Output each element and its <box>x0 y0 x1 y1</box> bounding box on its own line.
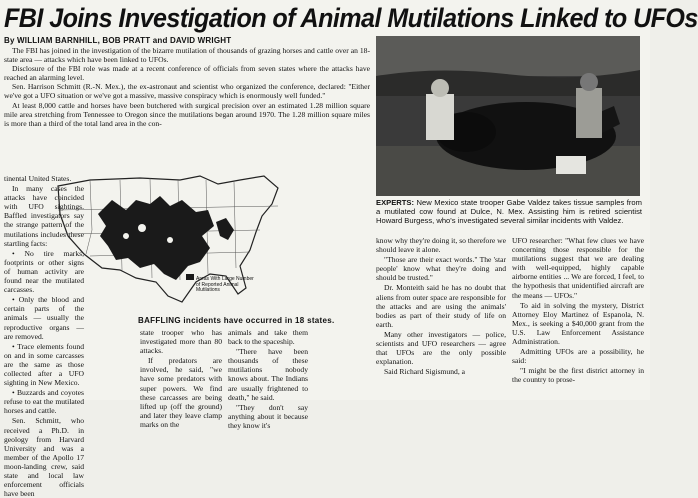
photo-caption-text: New Mexico state trooper Gabe Valdez takes tissue samples from a mutilated cow found at Dulce, N. Mex. Assisting him is retired scientist Howard Burgess, who's investigated several similar incidents with Valdez. <box>376 198 642 226</box>
column-paragraph: "I might be the first district attorney in the country to prose- <box>512 366 644 385</box>
column-3 <box>228 328 308 430</box>
mutilation-area-shading-east <box>216 218 234 240</box>
column-paragraph: know why they're doing it, so therefore we should leave it alone. <box>376 236 507 255</box>
column-paragraph: animals and take them back to the spaceship. <box>228 328 308 347</box>
column-2 <box>140 328 222 429</box>
column-paragraph: Sen. Schmitt, who received a Ph.D. in geology from Harvard University and was a member of the Apollo 17 moon-landing crew, said state and local law enforcement officials have been <box>4 416 84 498</box>
column-paragraph: • Only the blood and certain parts of the animals — usually the reproductive organs — are removed. <box>4 295 84 341</box>
photo-caption-lead: EXPERTS: <box>376 198 414 207</box>
lead-paragraph: The FBI has joined in the investigation of the bizarre mutilation of thousands of grazing horses and cattle over an 18-state area — attacks which have been linked to UFOs. <box>4 46 370 65</box>
column-paragraph: state trooper who has investigated more than 80 attacks. <box>140 328 222 356</box>
byline: By WILLIAM BARNHILL, BOB PRATT and DAVID WRIGHT <box>4 36 232 45</box>
column-paragraph: • Buzzards and coyotes refuse to eat the mutilated horses and cattle. <box>4 388 84 416</box>
lead-paragraph: Sen. Harrison Schmitt (R.-N. Mex.), the ex-astronaut and scientist who organized the conference, declared: "Either we've got a UFO situation or we've got a massive, massive conspiracy which is enormously well funded." <box>4 82 370 101</box>
column-paragraph: "There have been thousands of these mutilations nobody knows about. The Indians are usually frightened to death," he said. <box>228 347 308 402</box>
column-paragraph: UFO researcher: "What few clues we have concerning those responsible for the mutilations suggest that we are dealing with well-equipped, highly capable airborne entities ... We are forced, I feel, to the hypothesis that unidentified aircraft are the means — UFOs." <box>512 236 644 300</box>
lead-paragraph: At least 8,000 cattle and horses have been butchered with surgical precision over an estimated 1.28 million square mile area stretching from Tennessee to Oregon since the mutilations began around 1970. The 1.28 million square miles is more than a third of the total land area in the con- <box>4 100 370 128</box>
column-paragraph: • No tire marks, footprints or other signs of human activity are found near the mutilated carcasses. <box>4 248 84 295</box>
map-caption-text: incidents have occurred in 18 states. <box>183 316 335 325</box>
column-paragraph: tinental United States. <box>4 174 72 183</box>
column-4 <box>376 236 506 400</box>
column-paragraph: Many other investigators — police, scientists and UFO researchers — agree that UFOs are the only possible explanation. <box>376 329 506 367</box>
lead-text <box>4 46 370 174</box>
map-legend: Areas With Large Number of Reported Animal Mutilations <box>196 276 254 294</box>
column-paragraph: Dr. Monteith said he has no doubt that aliens from outer space are responsible for the attacks and are using the animals' bodies as part of their study of life on earth. <box>376 283 506 329</box>
map-caption <box>138 316 335 325</box>
column-paragraph: Said Richard Sigismund, a <box>384 367 465 377</box>
column-paragraph: If predators are involved, he said, "we have some predators with super powers. We find these carcasses are being lifted up (off the ground) and later they leave clamp marks on the <box>140 356 222 429</box>
photo-caption <box>376 198 642 226</box>
column-paragraph: To aid in solving the mystery, District Attorney Eloy Martinez of Espanola, N. Mex., is seeking a $40,000 grant from the U.S. Law Enforcement Assistance Administration. <box>512 300 644 347</box>
lead-paragraph: Disclosure of the FBI role was made at a recent conference of officials from seven states where the attacks have reached an alarming level. <box>4 64 370 83</box>
photo-investigators-with-cow <box>376 36 640 196</box>
column-paragraph: • Trace elements found on and in some carcasses are the same as those collected after a UFO sighting in New Mexico. <box>4 341 84 388</box>
column-paragraph: Admitting UFOs are a possibility, he said: <box>512 347 644 366</box>
map-caption-lead: BAFFLING <box>138 316 181 325</box>
headline: FBI Joins Investigation of Animal Mutilations Linked to UFOs <box>4 3 698 33</box>
column-5 <box>512 236 644 400</box>
column-paragraph: "Those are their exact words." The 'star people' know what they're doing and should be trusted." <box>376 255 506 283</box>
column-paragraph: In many cases the attacks have coincided with UFO sightings. Baffled investigators say the strange pattern of the mutilations includes these startling facts: <box>4 184 84 248</box>
column-paragraph: "They don't say anything about it because they know it's <box>228 402 308 430</box>
legend-swatch <box>186 274 194 280</box>
mutilation-area-shading <box>98 196 214 280</box>
